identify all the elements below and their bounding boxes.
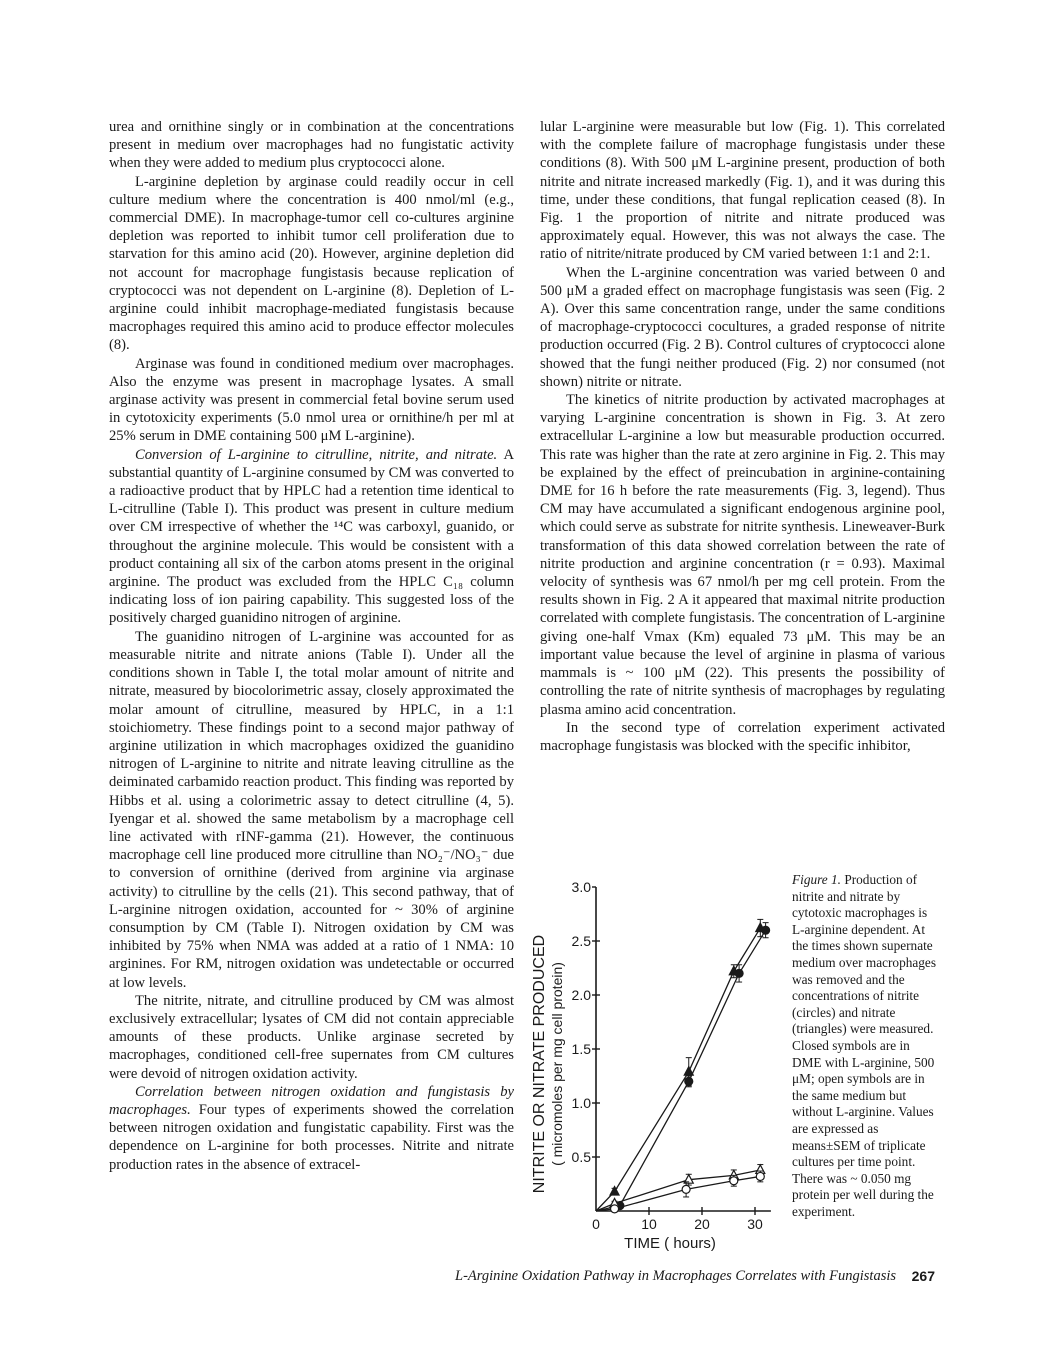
- paragraph: The kinetics of nitrite production by activated macrophages at varying L-arginine concentration is shown in Fig. 3. At zero extracellular L-arginine a low but measurable production occurred. This rate was higher than the rate at zero arginine in Fig. 2. This may be explained by the effect of preincubation in arginine-containing DME for 16 h before the rate measurements (Fig. 3, legend). Thus CM may have accumulated a significant endogenous arginine pool, which could serve as substrate for nitrite synthesis. Lineweaver-Burk transformation of this data showed correlation between the rate of nitrite production and arginine concentration (r = 0.93). Maximal velocity of synthesis was 67 nmol/h per mg cell protein. From the results shown in Fig. 2 A it appeared that maximal nitrite production correlated with complete fungistasis. The concentration of L-arginine giving one-half Vmax (Km) equaled 73 μM. This may be an important value because the level of arginine in plasma of various mammals is ~ 100 μM (22). This presents the possibility of controlling the rate of nitrite synthesis of macrophages by regulating plasma amino acid concentration.: [540, 392, 945, 718]
- data-point-closed-circle: [685, 1077, 693, 1085]
- paragraph: The nitrite, nitrate, and citrulline produced by CM was almost exclusively extracellular; lysates of CM did not contain appreciable amounts of these products. Unlike arginase secreted by macrophages, conditioned cell-free supernates from CM cultures were devoid of nitrogen oxidation activity.: [109, 992, 514, 1082]
- figure-label: Figure 1.: [792, 872, 841, 887]
- paragraph: L-arginine depletion by arginase could readily occur in cell culture medium where the concentration is 400 nmol/ml (e.g., commercial DME). In macrophage-tumor cell co-cultures arginine depletion was reported to inhibit tumor cell proliferation due to starvation for this amino acid (20). However, arginine depletion did not account for macrophage fungistasis because replication of cryptococci was not dependent on L-arginine (8). Depletion of L-arginine could inhibit macrophage-mediated fungistasis because macrophages required this amino acid to produce effector molecules (8).: [109, 173, 514, 354]
- paragraph-text: A substantial quantity of L-arginine consumed by CM was converted to a radioactive product that by HPLC had a retention time identical to L-citrulline (Table I). This product was present in culture medium over CM irrespective of whether the ¹⁴C was carboxyl, guanido, or throughout the arginine molecule. This would be consistent with a product containing all six of the carbon atoms present in the original arginine. The product was excluded from the HPLC C₁₈ column indicating loss of ion pairing capability. This suggested loss of the positively charged guanidino nitrogen of arginine.: [109, 446, 514, 627]
- paragraph: [109, 446, 514, 628]
- x-tick-label: 30: [747, 1216, 763, 1232]
- x-tick-label: 10: [641, 1216, 657, 1232]
- data-point-closed-circle: [735, 969, 743, 977]
- paragraph: The guanidino nitrogen of L-arginine was accounted for as measurable nitrite and nitrate anions (Table I). Under all the conditions shown in Table I, the total molar amount of nitrite and nitrate, measured by biocolorimetric assay, closely approximated the molar amount of citrulline, measured by HPLC, in a 1:1 stoichiometry. These findings point to a second major pathway of arginine utilization in which macrophages oxidized the guanidino nitrogen of L-arginine to nitrite and nitrate leaving citrulline as the deiminated carbamido reaction product. This finding was reported by Hibbs et al. using a colorimetric assay to detect citrulline (4, 5). Iyengar et al. showed the same metabolism by a macrophage cell line activated with rINF-gamma (21). However, the continuous macrophage cell line produced more citrulline than NO₂⁻/NO₃⁻ due to conversion of ornithine (derived from arginine via arginase activity) to citrulline by the cells (21). This second pathway, that of L-arginine nitrogen oxidation, accounted for ~ 30% of arginine consumption by CM (Table I). Nitrogen oxidation by CM was inhibited by 75% when NMA was added at a ratio of 1 NMA: 10 arginines. For RM, nitrogen oxidation was undetectable or occurred at low levels.: [109, 628, 514, 991]
- series-layer: [596, 919, 770, 1212]
- y-axis-label: NITRITE OR NITRATE PRODUCED: [531, 934, 548, 1194]
- section-heading: Conversion of L-arginine to citrulline, nitrite, and nitrate.: [135, 446, 498, 463]
- left-column: [109, 118, 514, 1174]
- paragraph: When the L-arginine concentration was varied between 0 and 500 μM a graded effect on macrophage fungistasis was seen (Fig. 2 A). Over this same concentration range, under the same conditions of macrophage-cryptococci cocultures, a graded response of nitrite production occurred (Fig. 2 B). Control cultures of cryptococci alone showed that the fungi neither produced (Fig. 2) nor consumed (not shown) nitrite or nitrate.: [540, 264, 945, 390]
- paragraph: urea and ornithine singly or in combination at the concentrations present in medium over macrophages had no fungistatic activity when they were added to medium plus cryptococci alone.: [109, 119, 514, 172]
- y-axis-sublabel: ( micromoles per mg cell protein): [549, 962, 565, 1166]
- y-tick-label: 1.5: [571, 1041, 591, 1057]
- data-point-open-circle: [756, 1172, 764, 1180]
- x-tick-label: 0: [592, 1216, 600, 1232]
- paragraph: In the second type of correlation experiment activated macrophage fungistasis was blocked with the specific inhibitor,: [540, 719, 945, 754]
- line-chart: [520, 866, 780, 1256]
- figure-1: [520, 866, 780, 1256]
- y-tick-label: 1.0: [571, 1095, 591, 1111]
- data-point-open-circle: [682, 1185, 690, 1193]
- data-point-closed-circle: [762, 926, 770, 934]
- section-heading: Correlation between nitrogen oxidation and fungistasis by macrophages.: [109, 1083, 514, 1118]
- paragraph-text: Four types of experiments showed the correlation between nitrogen oxidation and fungistatic capability. First was the dependence on L-arginine for both processes. Nitrite and nitrate production rates in the absence of extracel-: [109, 1101, 514, 1173]
- page-footer: [455, 1268, 935, 1285]
- paragraph: [109, 1083, 514, 1174]
- right-column: [540, 118, 945, 755]
- page-number: 267: [911, 1268, 935, 1284]
- paragraph: Arginase was found in conditioned medium over macrophages. Also the enzyme was present in macrophage lysates. A small arginase activity was present in commercial fetal bovine serum used in cytotoxicity experiments (5.0 nmol urea or ornithine/h per ml at 25% serum in DME containing 500 μM L-arginine).: [109, 355, 514, 445]
- x-tick-label: 20: [694, 1216, 710, 1232]
- y-tick-label: 3.0: [571, 879, 591, 895]
- paragraph: lular L-arginine were measurable but low (Fig. 1). This correlated with the complete failure of macrophage fungistasis under these conditions (8). With 500 μM L-arginine present, production of both nitrite and nitrate increased markedly (Fig. 1), and it was during this time, under these conditions, that fungal replication ceased (8). In Fig. 1 the proportion of nitrite and nitrate produced was approximately equal. However, this was not always the case. The ratio of nitrite/nitrate produced by CM varied between 1:1 and 2:1.: [540, 119, 945, 263]
- y-tick-label: 0.5: [571, 1149, 591, 1165]
- x-axis-label: TIME ( hours): [624, 1235, 716, 1252]
- caption-text: Production of nitrite and nitrate by cytotoxic macrophages is L-arginine dependent. At the times shown supernate medium over macrophages was removed and the concentrations of nitrite (circles) and nitrate (triangles) were measured. Closed symbols are in DME with L-arginine, 500 μM; open symbols are in the same medium but without L-arginine. Values are expressed as means±SEM of triplicate cultures per time point. There was ~ 0.050 mg protein per well during the experiment.: [792, 872, 936, 1219]
- y-tick-label: 2.0: [571, 987, 591, 1003]
- y-tick-label: 2.5: [571, 933, 591, 949]
- data-point-closed-triangle: [610, 1187, 619, 1196]
- running-title: L-Arginine Oxidation Pathway in Macrophages Correlates with Fungistasis: [455, 1268, 897, 1284]
- data-point-open-circle: [611, 1205, 619, 1213]
- data-point-open-circle: [730, 1177, 738, 1185]
- figure-caption: [792, 872, 942, 1220]
